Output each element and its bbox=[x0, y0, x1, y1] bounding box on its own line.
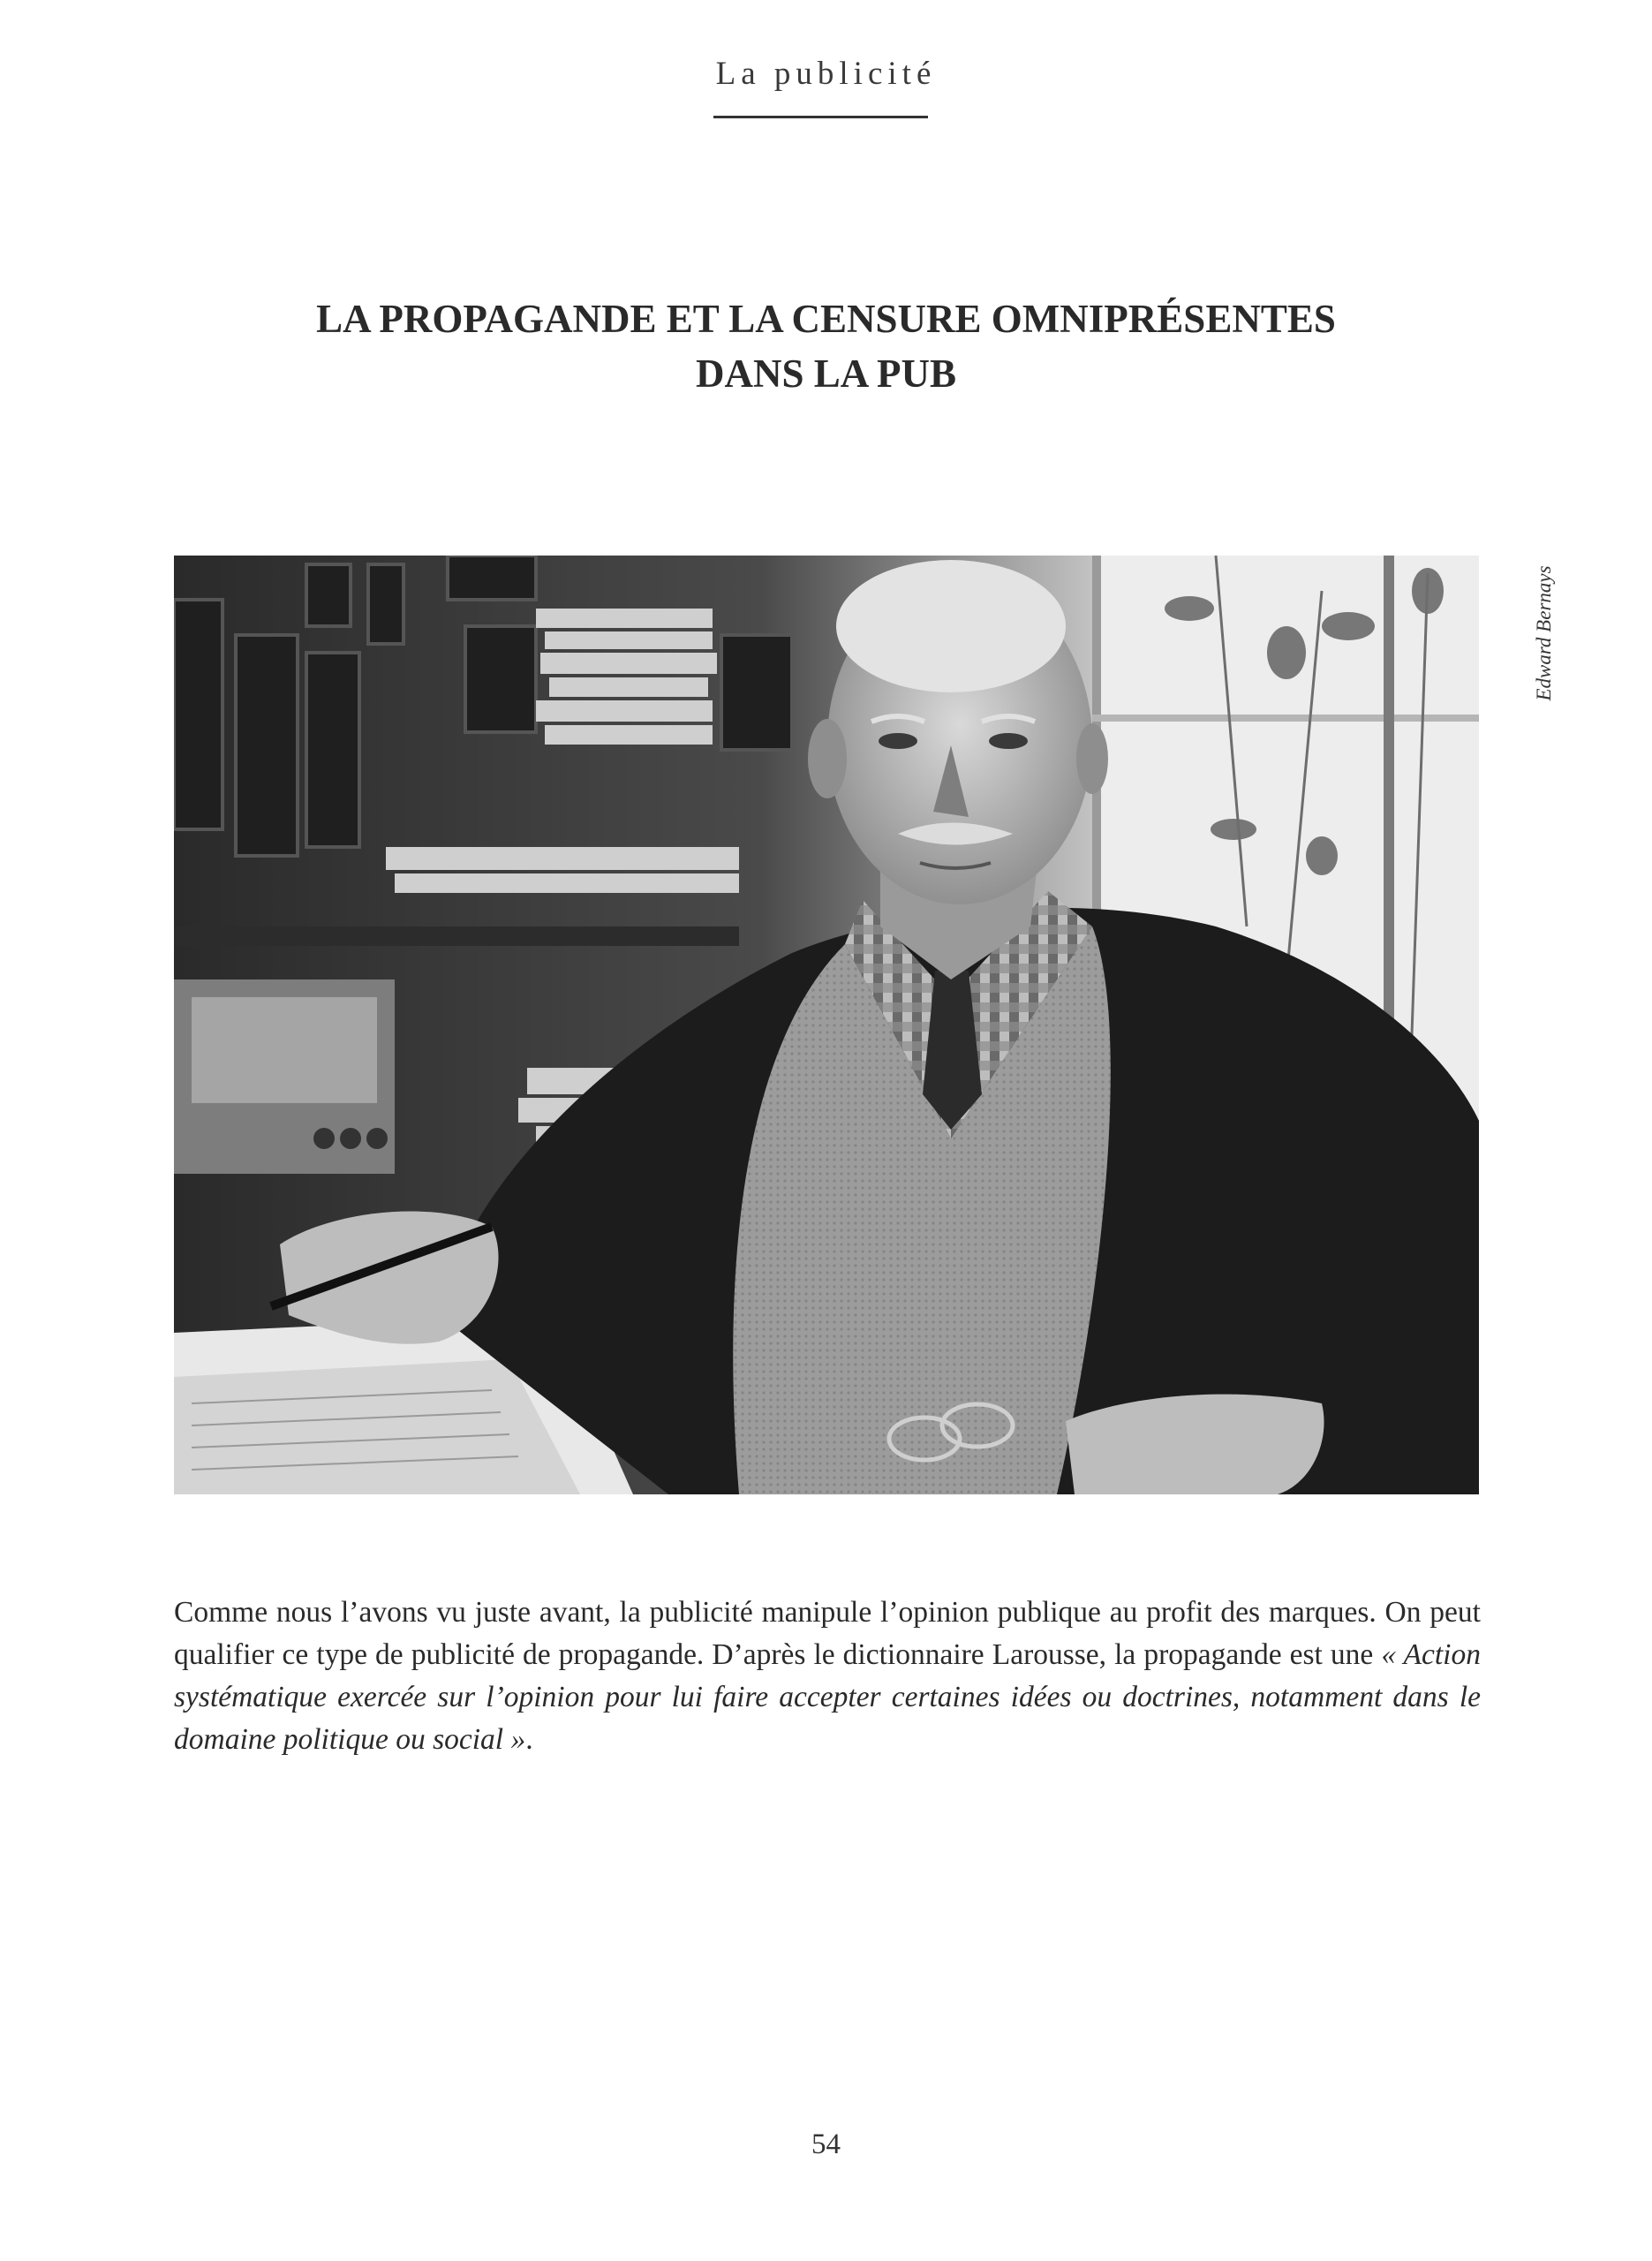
portrait-photo-illustration bbox=[174, 556, 1479, 1494]
body-paragraph-text bbox=[174, 1592, 1481, 1761]
body-intro: Comme nous l’avons vu juste avant, la publicité manipule l’opinion publique au profit des marques. On peut qualifier ce type de publicité de propagande. D’après le dictionnaire Larousse, la propagande est une bbox=[174, 1596, 1481, 1671]
body-paragraph bbox=[174, 1592, 1481, 1761]
page-number: 54 bbox=[811, 2129, 841, 2160]
header-rule bbox=[713, 116, 928, 118]
running-header: La publicité bbox=[715, 56, 937, 92]
article-title-line-1: LA PROPAGANDE ET LA CENSURE OMNIPRÉSENTES bbox=[316, 297, 1336, 341]
photo-credit bbox=[1531, 556, 1558, 710]
article-title bbox=[0, 291, 1652, 401]
body-end: . bbox=[525, 1723, 533, 1756]
photo-credit-text: Edward Bernays bbox=[1533, 564, 1555, 701]
article-title-line-2: DANS LA PUB bbox=[695, 352, 957, 396]
portrait-photo bbox=[174, 556, 1479, 1494]
larousse-quote: « Action systématique exercée sur l’opinion pour lui faire accepter certaines idées ou doctrines, notamment dans le domaine politique ou social » bbox=[174, 1638, 1481, 1756]
